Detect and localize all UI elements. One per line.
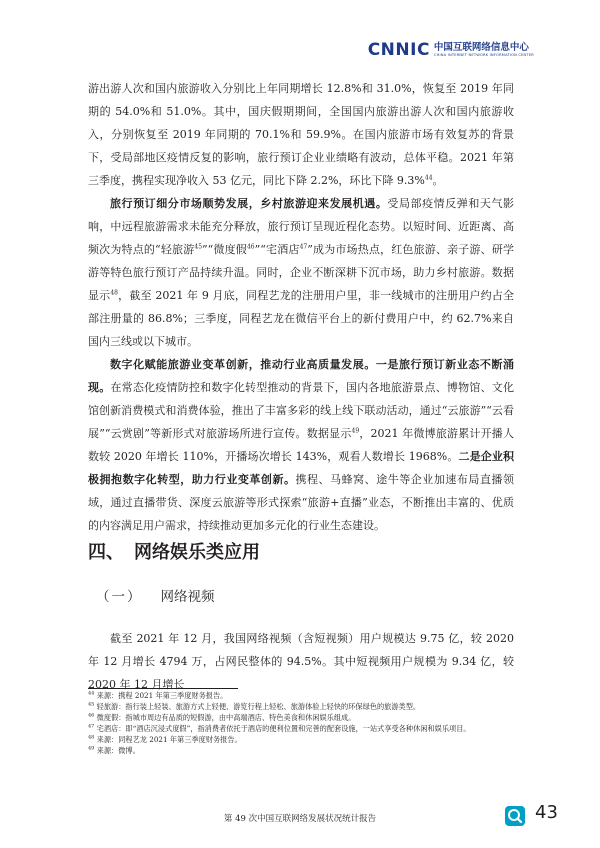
body-text-upper [88,77,514,537]
subsection-heading [96,585,215,605]
section-number: 四、 [88,542,124,563]
footnote-48: $^{48}$ 来源：同程艺龙 2021 年第三季度财务报告。 [88,734,242,744]
subsection-title: 网络视频 [160,589,215,605]
report-search-icon [504,805,526,827]
cnnic-logo-text [434,42,534,58]
paragraph-4: 截至 2021 年 12 月，我国网络视频（含短视频）用户规模达 9.75 亿，较 2020 年 12 月增长 4794 万，占网民整体的 94.5%。其中短视频用户规模为 9.34 亿，较 2020 年 12 月增长 [88,632,514,691]
page-number: 43 [535,802,558,823]
cnnic-logo [368,40,534,60]
body-text-lower [88,627,514,696]
section-title: 网络娱乐类应用 [134,542,260,563]
paragraph-3: 数字化赋能旅游业变革创新，推动行业高质量发展。一是旅行预订新业态不断涌现。在常态化疫情防控和数字化转型推动的背景下，国内各地旅游景点、博物馆、文化馆创新消费模式和消费体验，推出了丰富多彩的线上线下联动活动，通过“云旅游”“云看展”“云赏剧”等新形式对旅游场所进行宣传。数据显示$^{49}$，2021 年微博旅游累计开播人数较 2020 年增长 110%，开播场次增长 143%，观看人数增长 1968%。二是企业积极拥抱数字化转型，助力行业变革创新。携程、马蜂窝、途牛等企业加速布局直播领域，通过直播带货、深度云旅游等形式探索“旅游+直播”业态，不断推出丰富的、优质的内容满足用户需求，持续推动更加多元化的行业生态建设。 [88,358,515,532]
footer-report-title: 第 49 次中国互联网络发展状况统计报告 [223,814,377,824]
footnote-44: $^{44}$ 来源：携程 2021 年第三季度财务报告。 [88,690,228,700]
footnote-46: $^{46}$ 微度假：指城市周边有品质的短假游，由中高端酒店、特色美食和休闲娱乐组成。 [88,712,356,722]
subsection-number: （一） [96,589,143,605]
footnote-49: $^{49}$ 来源：微博。 [88,745,140,755]
paragraph-2: 旅行预订细分市场顺势发展，乡村旅游迎来发展机遇。受局部疫情反弹和天气影响，中远程旅游需求未能充分释放，旅行预订呈现近程化态势。以短时间、近距离、高频次为特点的“轻旅游$^{45}$”“微度假$^{46}$”“宅酒店$^{47}$”成为市场热点，红色旅游、亲子游、研学游等特色旅行预订产品持续升温。同时，企业不断深耕下沉市场，助力乡村旅游。数据显示$^{48}$，截至 2021 年 9 月底，同程艺龙的注册用户里，非一线城市的注册用户约占全部注册量的 86.8%；三季度，同程艺龙在微信平台上的新付费用户中，约 62.7%来自国内三线或以下城市。 [88,197,515,348]
footnotes [88,690,514,756]
logo-chinese-name: 中国互联网络信息中心 [433,42,529,53]
section-heading [88,538,260,564]
logo-english-name: CHINA INTERNET NETWORK INFORMATION CENTER [433,53,534,57]
cnnic-logo-mark: CNNIC [367,40,430,60]
footnote-divider [88,688,238,689]
footnote-45: $^{45}$ 轻旅游：指行装上轻装、旅游方式上轻便、游览行程上轻松、旅游体验上轻快的环保绿色的旅游类型。 [88,701,421,711]
paragraph-1: 游出游人次和国内旅游收入分别比上年同期增长 12.8%和 31.0%，恢复至 2019 年同期的 54.0%和 51.0%。其中，国庆假期期间，全国国内旅游出游人次和国内旅游收入，分别恢复至 2019 年同期的 70.1%和 59.9%。在国内旅游市场有效复苏的背景下，受局部地区疫情反复的影响，旅行预订企业业绩略有波动，总体平稳。2021 年第三季度，携程实现净收入 53 亿元，同比下降 2.2%，环比下降 9.3%$^{44}$。 [88,82,514,187]
footnote-47: $^{47}$ 宅酒店：即“酒店沉浸式度假”，指消费者依托于酒店的便利位置和完善的配套设施，一站式享受各种休闲和娱乐项目。 [88,723,471,733]
